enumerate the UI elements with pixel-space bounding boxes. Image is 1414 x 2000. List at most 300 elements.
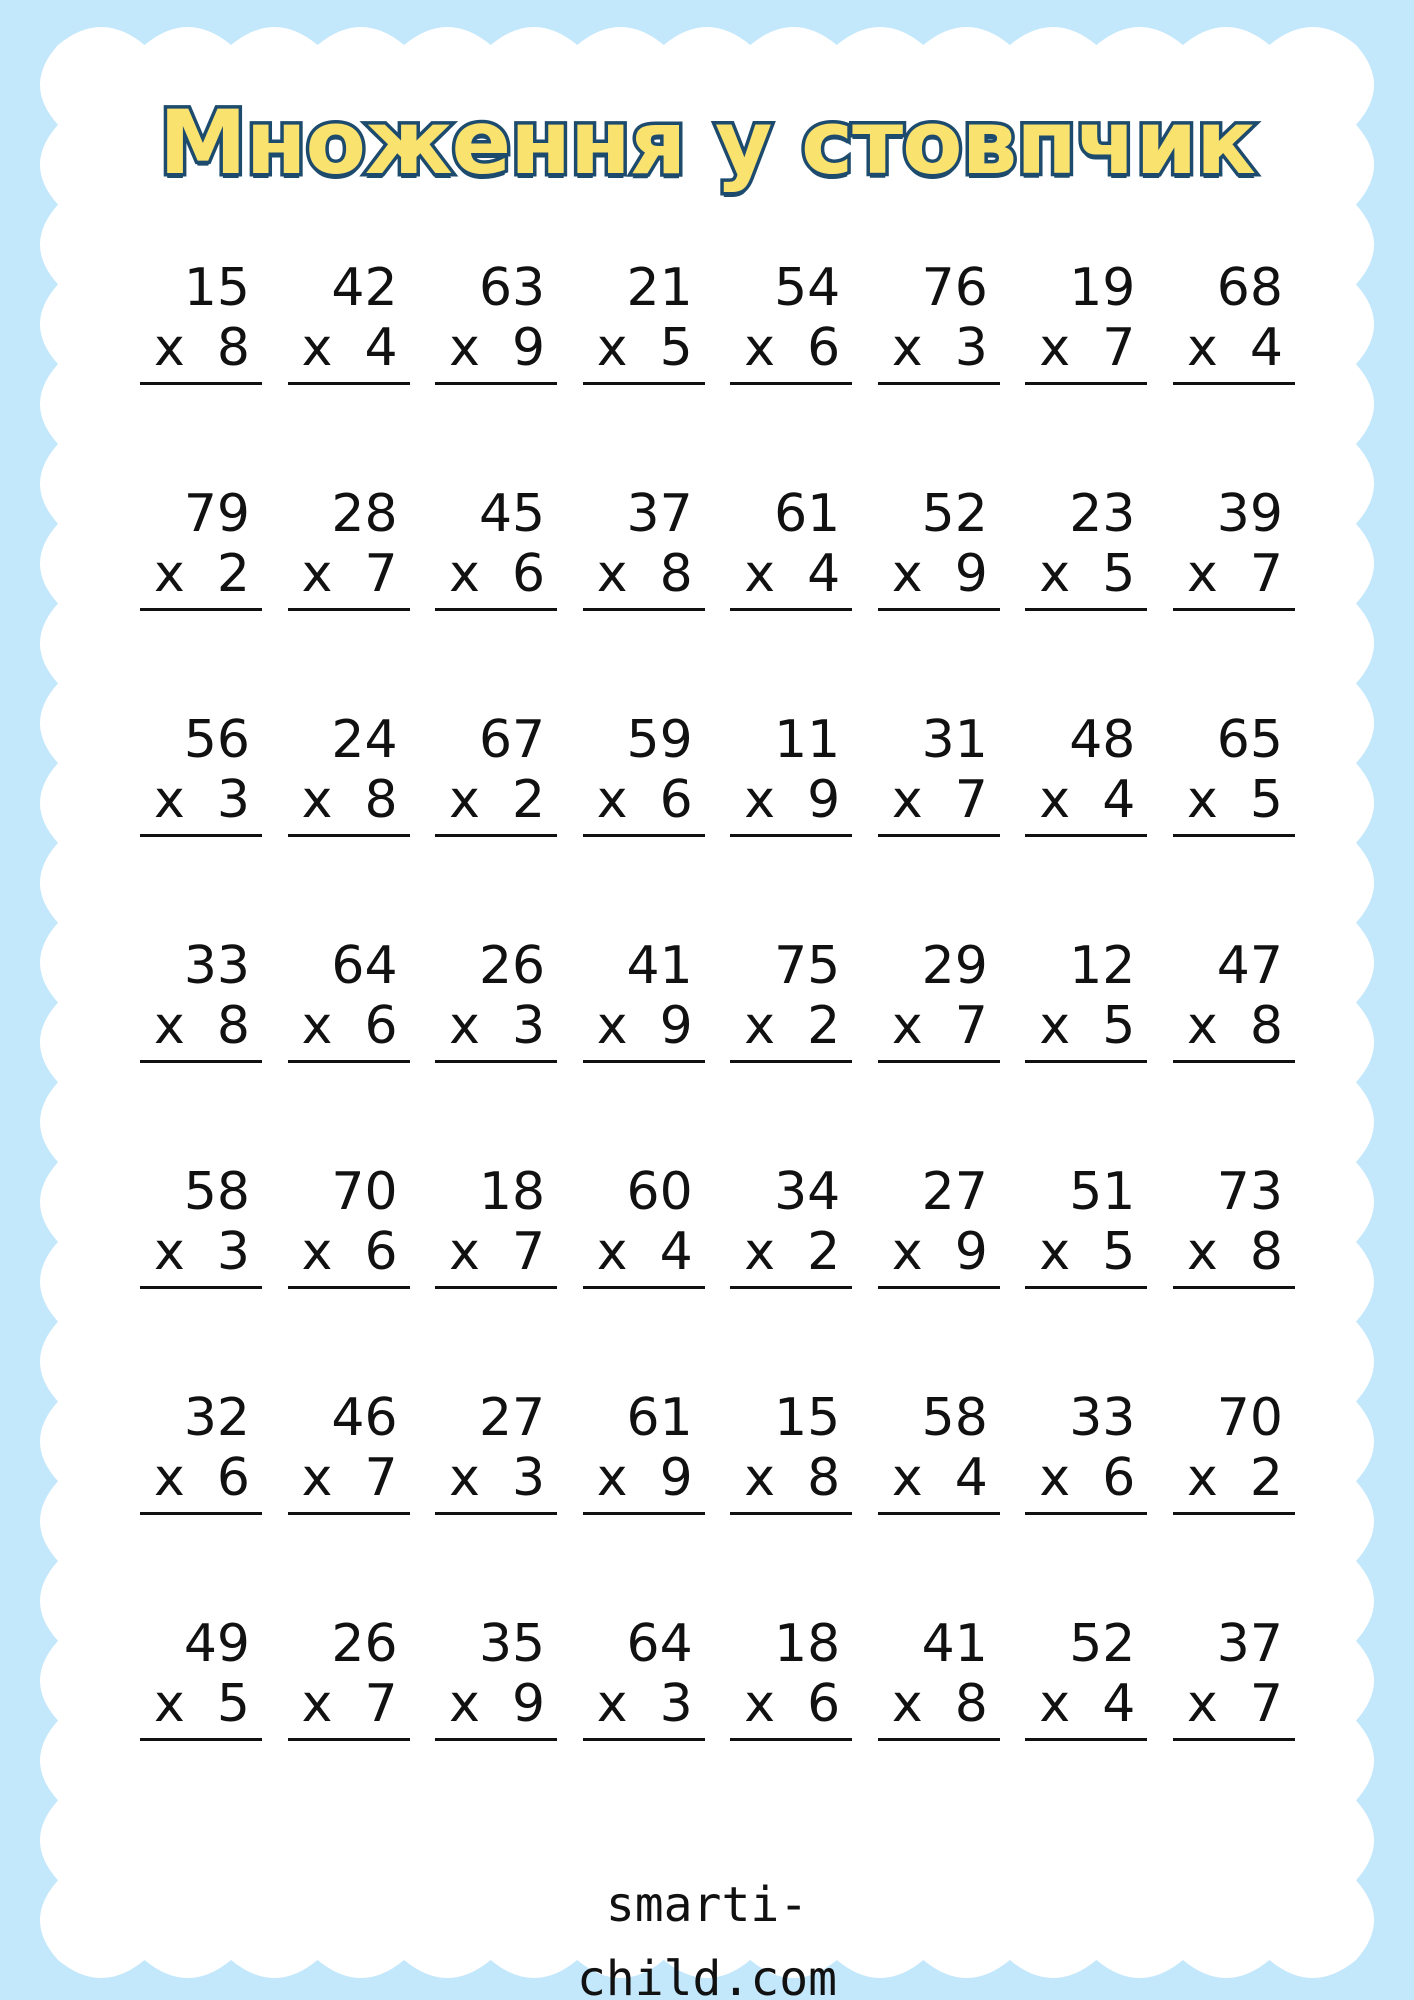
multiplier: 7 <box>1102 318 1136 378</box>
multiplier-line <box>288 996 410 1056</box>
multiplicand: 32 <box>183 1388 250 1448</box>
multiplication-problem <box>1025 258 1147 484</box>
multiplier: 5 <box>1102 544 1136 604</box>
multiply-sign: x <box>449 1222 480 1282</box>
multiplier: 7 <box>512 1222 546 1282</box>
answer-line <box>1025 382 1147 385</box>
multiplier-line <box>583 1674 705 1734</box>
answer-line <box>730 382 852 385</box>
multiplier-line <box>730 770 852 830</box>
multiplicand: 58 <box>183 1162 250 1222</box>
answer-line <box>1173 382 1295 385</box>
multiplier-line <box>140 770 262 830</box>
answer-line <box>1025 1286 1147 1289</box>
multiplier-line <box>140 318 262 378</box>
multiply-sign: x <box>301 1674 333 1734</box>
multiplier-line <box>435 1448 557 1508</box>
multiplicand: 51 <box>1069 1162 1136 1222</box>
answer-line <box>583 382 705 385</box>
multiplier: 5 <box>659 318 693 378</box>
multiply-sign: x <box>1186 996 1218 1056</box>
multiplier-line <box>730 1674 852 1734</box>
answer-line <box>435 1512 557 1515</box>
multiplicand: 41 <box>921 1614 988 1674</box>
multiplier: 7 <box>954 996 988 1056</box>
multiplier: 3 <box>216 770 250 830</box>
answer-line <box>288 1738 410 1741</box>
multiplier-line <box>583 544 705 604</box>
multiplicand: 58 <box>921 1388 988 1448</box>
multiplication-problem <box>878 936 1000 1162</box>
multiplier: 9 <box>954 544 988 604</box>
multiply-sign: x <box>449 996 480 1056</box>
multiply-sign: x <box>1186 544 1218 604</box>
multiplier-line <box>1173 1222 1295 1282</box>
multiplier: 2 <box>1249 1448 1283 1508</box>
answer-line <box>1025 1512 1147 1515</box>
multiplication-problem <box>583 1162 705 1388</box>
multiplicand: 49 <box>183 1614 250 1674</box>
multiply-sign: x <box>596 544 628 604</box>
multiplier-line <box>730 544 852 604</box>
multiplier: 2 <box>512 770 546 830</box>
multiply-sign: x <box>449 1448 480 1508</box>
multiplication-problem <box>140 1162 262 1388</box>
multiplicand: 23 <box>1069 484 1136 544</box>
multiplier-line <box>1025 996 1147 1056</box>
multiplication-problem <box>583 1388 705 1614</box>
multiplicand: 47 <box>1216 936 1283 996</box>
multiply-sign: x <box>1186 1674 1218 1734</box>
answer-line <box>1173 608 1295 611</box>
multiply-sign: x <box>891 996 923 1056</box>
multiplier: 5 <box>1102 996 1136 1056</box>
multiplication-problem <box>1025 1614 1147 1840</box>
multiplier-line <box>1173 544 1295 604</box>
multiplier: 7 <box>364 544 398 604</box>
answer-line <box>288 834 410 837</box>
multiplication-problem <box>1173 258 1295 484</box>
multiply-sign: x <box>596 318 628 378</box>
multiplicand: 34 <box>774 1162 841 1222</box>
multiplication-problem <box>288 710 410 936</box>
multiplier: 8 <box>807 1448 841 1508</box>
answer-line <box>435 1060 557 1063</box>
multiplier: 4 <box>364 318 398 378</box>
multiplication-problem <box>1173 936 1295 1162</box>
answer-line <box>1173 1060 1295 1063</box>
multiplication-problem <box>583 1614 705 1840</box>
multiplier: 8 <box>1249 1222 1283 1282</box>
answer-line <box>730 608 852 611</box>
answer-line <box>730 834 852 837</box>
multiply-sign: x <box>301 1448 333 1508</box>
multiplication-problem <box>730 1162 852 1388</box>
problem-row <box>140 710 1295 936</box>
multiplication-problem <box>730 258 852 484</box>
multiply-sign: x <box>596 1674 628 1734</box>
multiplicand: 15 <box>183 258 250 318</box>
multiply-sign: x <box>301 318 333 378</box>
multiply-sign: x <box>1186 1222 1218 1282</box>
answer-line <box>583 1512 705 1515</box>
problem-row <box>140 258 1295 484</box>
multiplicand: 33 <box>183 936 250 996</box>
answer-line <box>583 608 705 611</box>
multiplier: 2 <box>807 996 841 1056</box>
answer-line <box>140 1738 262 1741</box>
multiplier: 6 <box>1102 1448 1136 1508</box>
multiplier: 3 <box>954 318 988 378</box>
multiplier: 7 <box>364 1674 398 1734</box>
multiplier-line <box>583 770 705 830</box>
multiplication-problem <box>1025 1388 1147 1614</box>
answer-line <box>140 608 262 611</box>
multiply-sign: x <box>1186 1448 1218 1508</box>
answer-line <box>288 1286 410 1289</box>
multiplicand: 26 <box>331 1614 398 1674</box>
multiplier: 9 <box>659 996 693 1056</box>
multiply-sign: x <box>154 544 185 604</box>
multiplier: 8 <box>1249 996 1283 1056</box>
answer-line <box>140 382 262 385</box>
multiplier-line <box>583 318 705 378</box>
multiply-sign: x <box>449 544 480 604</box>
multiplier: 8 <box>954 1674 988 1734</box>
multiplication-problem <box>583 936 705 1162</box>
multiply-sign: x <box>1039 544 1071 604</box>
multiplicand: 11 <box>774 710 841 770</box>
multiplier-line <box>730 318 852 378</box>
multiplication-problem <box>878 710 1000 936</box>
multiplier-line <box>288 1674 410 1734</box>
problem-row <box>140 1614 1295 1840</box>
multiplicand: 64 <box>331 936 398 996</box>
problem-row <box>140 936 1295 1162</box>
answer-line <box>878 1286 1000 1289</box>
answer-line <box>878 382 1000 385</box>
multiplication-problem <box>878 1162 1000 1388</box>
answer-line <box>435 382 557 385</box>
multiply-sign: x <box>301 544 333 604</box>
multiply-sign: x <box>891 1222 923 1282</box>
multiplicand: 70 <box>1216 1388 1283 1448</box>
answer-line <box>583 1060 705 1063</box>
multiply-sign: x <box>1039 1674 1071 1734</box>
multiplicand: 61 <box>774 484 841 544</box>
multiplier: 6 <box>807 318 841 378</box>
multiplier-line <box>140 1674 262 1734</box>
answer-line <box>1025 834 1147 837</box>
multiplier: 3 <box>512 1448 546 1508</box>
multiplier: 6 <box>659 770 693 830</box>
multiply-sign: x <box>1039 1222 1071 1282</box>
multiplicand: 64 <box>626 1614 693 1674</box>
multiply-sign: x <box>744 1674 776 1734</box>
multiplicand: 52 <box>921 484 988 544</box>
multiplier: 6 <box>364 996 398 1056</box>
multiplier: 6 <box>216 1448 250 1508</box>
multiply-sign: x <box>154 1448 185 1508</box>
multiplicand: 42 <box>331 258 398 318</box>
multiplication-problem <box>435 710 557 936</box>
multiplication-problem <box>435 258 557 484</box>
multiplication-problem <box>1173 1614 1295 1840</box>
multiplication-problem <box>288 1388 410 1614</box>
answer-line <box>878 608 1000 611</box>
multiplicand: 27 <box>478 1388 546 1448</box>
answer-line <box>140 1512 262 1515</box>
answer-line <box>140 834 262 837</box>
multiply-sign: x <box>154 770 185 830</box>
answer-line <box>878 1738 1000 1741</box>
answer-line <box>435 834 557 837</box>
answer-line <box>1173 1512 1295 1515</box>
multiplication-problem <box>140 1388 262 1614</box>
multiplier-line <box>288 1222 410 1282</box>
multiplier: 4 <box>1102 1674 1136 1734</box>
multiplicand: 45 <box>478 484 546 544</box>
answer-line <box>1173 834 1295 837</box>
multiplier: 4 <box>659 1222 693 1282</box>
multiplier-line <box>1025 544 1147 604</box>
multiplier-line <box>1173 1448 1295 1508</box>
multiplier: 3 <box>216 1222 250 1282</box>
multiply-sign: x <box>891 318 923 378</box>
multiplication-problem <box>288 258 410 484</box>
answer-line <box>583 1286 705 1289</box>
answer-line <box>140 1060 262 1063</box>
multiplier-line <box>878 1674 1000 1734</box>
multiplier: 7 <box>1249 1674 1283 1734</box>
multiply-sign: x <box>744 544 776 604</box>
multiplication-problem <box>435 484 557 710</box>
multiplication-problem <box>730 710 852 936</box>
multiplier: 3 <box>512 996 546 1056</box>
multiplier: 4 <box>1249 318 1283 378</box>
multiplication-problem <box>1025 1162 1147 1388</box>
multiplier: 6 <box>364 1222 398 1282</box>
multiplier-line <box>288 544 410 604</box>
multiply-sign: x <box>154 996 185 1056</box>
multiplicand: 75 <box>774 936 841 996</box>
multiplication-problem <box>583 710 705 936</box>
multiplicand: 31 <box>921 710 988 770</box>
answer-line <box>288 608 410 611</box>
answer-line <box>1173 1286 1295 1289</box>
multiplication-problem <box>140 710 262 936</box>
multiplicand: 68 <box>1216 258 1283 318</box>
multiplicand: 37 <box>626 484 693 544</box>
multiplicand: 59 <box>626 710 693 770</box>
multiplier-line <box>878 1448 1000 1508</box>
multiply-sign: x <box>891 1448 923 1508</box>
multiplicand: 19 <box>1069 258 1136 318</box>
multiplicand: 15 <box>774 1388 841 1448</box>
multiplicand: 29 <box>921 936 988 996</box>
multiply-sign: x <box>1039 770 1071 830</box>
multiplier-line <box>435 1674 557 1734</box>
multiplication-problem <box>1173 710 1295 936</box>
multiplicand: 12 <box>1069 936 1136 996</box>
multiplication-problem <box>878 258 1000 484</box>
multiplier-line <box>435 1222 557 1282</box>
multiply-sign: x <box>154 318 185 378</box>
multiplicand: 37 <box>1216 1614 1283 1674</box>
multiplier: 3 <box>659 1674 693 1734</box>
multiplication-problem <box>140 258 262 484</box>
multiplication-problem <box>1025 710 1147 936</box>
answer-line <box>730 1512 852 1515</box>
multiplicand: 52 <box>1069 1614 1136 1674</box>
multiplier: 9 <box>512 318 546 378</box>
multiplier: 2 <box>216 544 250 604</box>
problem-row <box>140 1388 1295 1614</box>
multiply-sign: x <box>1186 318 1218 378</box>
multiplication-problem <box>1173 1388 1295 1614</box>
multiply-sign: x <box>1039 1448 1071 1508</box>
multiplier-line <box>878 544 1000 604</box>
multiplication-problem <box>140 484 262 710</box>
multiplier-line <box>1173 996 1295 1056</box>
multiplier: 5 <box>1249 770 1283 830</box>
multiplier-line <box>435 318 557 378</box>
multiplicand: 27 <box>921 1162 988 1222</box>
multiplier-line <box>1025 770 1147 830</box>
multiplier-line <box>878 1222 1000 1282</box>
multiply-sign: x <box>744 1222 776 1282</box>
multiplier-line <box>1173 318 1295 378</box>
multiplicand: 61 <box>626 1388 693 1448</box>
footer-line-1: smarti- <box>605 1877 809 1933</box>
multiplier: 5 <box>216 1674 250 1734</box>
multiplication-problem <box>288 936 410 1162</box>
multiplicand: 28 <box>331 484 398 544</box>
answer-line <box>1025 1060 1147 1063</box>
multiplier-line <box>288 318 410 378</box>
answer-line <box>1173 1738 1295 1741</box>
multiplicand: 70 <box>331 1162 398 1222</box>
multiplier-line <box>583 996 705 1056</box>
multiplier-line <box>878 996 1000 1056</box>
multiplication-problem <box>1025 484 1147 710</box>
multiplicand: 63 <box>478 258 546 318</box>
multiplicand: 21 <box>626 258 693 318</box>
multiply-sign: x <box>596 1448 628 1508</box>
multiplier: 6 <box>807 1674 841 1734</box>
multiplier-line <box>435 544 557 604</box>
multiplier-line <box>288 1448 410 1508</box>
answer-line <box>288 382 410 385</box>
multiply-sign: x <box>891 544 923 604</box>
multiplication-problem <box>1173 484 1295 710</box>
multiplier-line <box>1025 318 1147 378</box>
multiplier-line <box>730 1448 852 1508</box>
multiplier-line <box>583 1222 705 1282</box>
multiplier: 9 <box>954 1222 988 1282</box>
multiply-sign: x <box>449 770 480 830</box>
multiplier: 8 <box>216 318 250 378</box>
multiplier-line <box>288 770 410 830</box>
multiplier-line <box>730 996 852 1056</box>
multiplier-line <box>140 544 262 604</box>
problem-grid <box>140 258 1295 1840</box>
multiplier-line <box>1025 1448 1147 1508</box>
multiply-sign: x <box>744 1448 776 1508</box>
multiplicand: 56 <box>183 710 250 770</box>
multiply-sign: x <box>301 1222 333 1282</box>
multiplier-line <box>878 318 1000 378</box>
multiply-sign: x <box>449 1674 480 1734</box>
multiplication-problem <box>140 936 262 1162</box>
multiplier: 7 <box>954 770 988 830</box>
multiplier: 7 <box>1249 544 1283 604</box>
multiplier-line <box>435 996 557 1056</box>
multiplication-problem <box>435 1162 557 1388</box>
answer-line <box>435 1738 557 1741</box>
multiplicand: 35 <box>478 1614 546 1674</box>
multiplier-line <box>1173 1674 1295 1734</box>
multiplicand: 18 <box>774 1614 841 1674</box>
problem-row <box>140 1162 1295 1388</box>
answer-line <box>583 1738 705 1741</box>
multiplicand: 46 <box>331 1388 398 1448</box>
multiply-sign: x <box>154 1674 185 1734</box>
multiplication-problem <box>878 484 1000 710</box>
multiplier-line <box>435 770 557 830</box>
multiplier: 9 <box>659 1448 693 1508</box>
multiplier-line <box>583 1448 705 1508</box>
multiplication-problem <box>878 1614 1000 1840</box>
multiplier: 5 <box>1102 1222 1136 1282</box>
multiplication-problem <box>730 936 852 1162</box>
multiplier: 8 <box>659 544 693 604</box>
multiplication-problem <box>1173 1162 1295 1388</box>
multiply-sign: x <box>744 318 776 378</box>
multiplicand: 18 <box>478 1162 546 1222</box>
multiply-sign: x <box>744 996 776 1056</box>
multiply-sign: x <box>1186 770 1218 830</box>
multiplicand: 33 <box>1069 1388 1136 1448</box>
multiplicand: 65 <box>1216 710 1283 770</box>
multiplier-line <box>730 1222 852 1282</box>
multiplicand: 67 <box>478 710 546 770</box>
multiply-sign: x <box>154 1222 185 1282</box>
multiplicand: 54 <box>774 258 841 318</box>
answer-line <box>1025 1738 1147 1741</box>
multiply-sign: x <box>301 770 333 830</box>
multiply-sign: x <box>891 1674 923 1734</box>
multiplicand: 60 <box>626 1162 693 1222</box>
multiplier: 4 <box>807 544 841 604</box>
multiplication-problem <box>288 484 410 710</box>
multiply-sign: x <box>744 770 776 830</box>
multiplication-problem <box>288 1162 410 1388</box>
answer-line <box>878 1512 1000 1515</box>
multiplicand: 76 <box>921 258 988 318</box>
multiplication-problem <box>435 1614 557 1840</box>
multiplication-problem <box>435 1388 557 1614</box>
multiplicand: 26 <box>478 936 546 996</box>
multiplicand: 24 <box>331 710 398 770</box>
multiplicand: 48 <box>1069 710 1136 770</box>
multiplier: 8 <box>364 770 398 830</box>
multiplier-line <box>140 1222 262 1282</box>
answer-line <box>730 1286 852 1289</box>
multiply-sign: x <box>1039 996 1071 1056</box>
multiplication-problem <box>140 1614 262 1840</box>
multiplicand: 39 <box>1216 484 1283 544</box>
